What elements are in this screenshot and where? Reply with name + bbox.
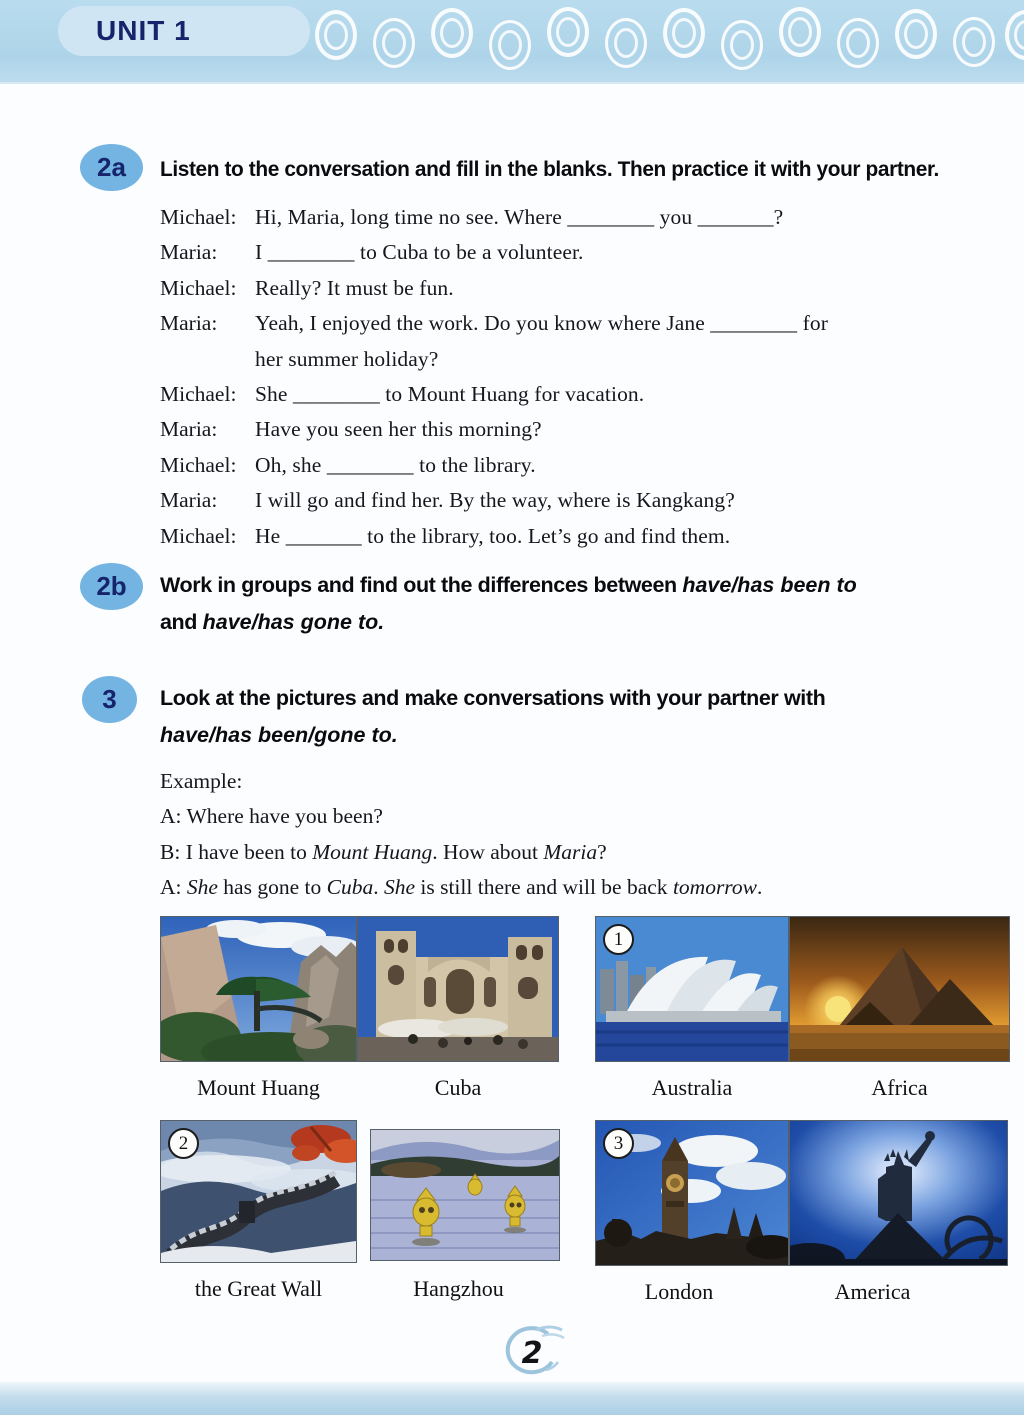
speaker-label: Michael: xyxy=(160,523,237,548)
unit-pill xyxy=(58,6,310,56)
photo-label: the Great Wall xyxy=(194,1276,323,1301)
photo-label: Australia xyxy=(651,1075,733,1100)
title-text: Look at the pictures and make conversations with your partner with xyxy=(160,686,826,710)
dialogue-text: Really? It must be fun. xyxy=(255,275,454,300)
example-block xyxy=(160,764,980,906)
ring-icon xyxy=(605,18,647,68)
example-line: B: I have been to Mount Huang. How about Maria? xyxy=(160,839,607,864)
dialogue-row xyxy=(160,412,1010,447)
dialogue-text: Hi, Maria, long time no see. Where ________ you _______? xyxy=(255,205,784,229)
photo-label: Africa xyxy=(871,1075,928,1100)
photo-label: Cuba xyxy=(434,1075,482,1100)
section-badge-2b: 2b xyxy=(80,563,143,610)
title-text: and xyxy=(160,610,203,634)
section-2a-title: Listen to the conversation and fill in the blanks. Then practice it with your partner. xyxy=(160,157,939,181)
speaker-label: Michael: xyxy=(160,205,237,229)
ring-icon xyxy=(721,20,763,70)
photo-label: Mount Huang xyxy=(197,1075,320,1100)
dialogue-text: She ________ to Mount Huang for vacation. xyxy=(255,382,645,407)
ring-icon xyxy=(779,7,821,57)
speaker-label: Michael: xyxy=(160,275,237,300)
section-badge-3: 3 xyxy=(82,676,137,723)
picture-number-badge: 3 xyxy=(603,1128,634,1159)
dialogue-text: her summer holiday? xyxy=(255,346,439,371)
ring-icon xyxy=(953,17,995,67)
picture-group-3 xyxy=(595,1120,1008,1305)
title-italic: have/has been/gone to. xyxy=(160,723,398,747)
section-3-title xyxy=(160,680,1010,754)
picture-number-badge: 2 xyxy=(168,1128,199,1159)
dialogue-row xyxy=(160,200,1010,235)
photo-mount-huang xyxy=(160,916,357,1062)
dialogue-row xyxy=(160,306,1010,341)
dialogue-text: Oh, she ________ to the library. xyxy=(255,452,536,477)
dialogue-row xyxy=(160,342,1010,377)
photo-hangzhou xyxy=(370,1129,560,1261)
dialogue-text: He _______ to the library, too. Let’s go and find them. xyxy=(255,523,731,548)
ring-icon xyxy=(373,18,415,68)
unit-title: UNIT 1 xyxy=(96,15,191,46)
ring-icon xyxy=(431,8,473,58)
ring-decoration xyxy=(315,0,1024,84)
dialogue-row xyxy=(160,271,1010,306)
speaker-label: Michael: xyxy=(160,382,237,407)
ring-icon xyxy=(663,8,705,58)
picture-group-2 xyxy=(160,1120,560,1302)
speaker-label: Michael: xyxy=(160,452,237,477)
dialogue-text: Yeah, I enjoyed the work. Do you know where Jane ________ for xyxy=(255,311,828,336)
title-italic: have/has been to xyxy=(682,573,857,597)
example-line: A: She has gone to Cuba. She is still there and will be back tomorrow. xyxy=(160,875,763,900)
dialogue-2a xyxy=(160,200,1010,554)
picture-number-badge: 1 xyxy=(603,924,634,955)
photo-america xyxy=(789,1120,1008,1266)
dialogue-row xyxy=(160,519,1010,554)
ring-icon xyxy=(315,10,357,60)
dialogue-text: Have you seen her this morning? xyxy=(255,417,542,442)
title-italic: have/has gone to. xyxy=(202,610,385,634)
speaker-label: Maria: xyxy=(160,417,218,442)
ring-icon xyxy=(1005,10,1024,60)
picture-group-1 xyxy=(595,916,1010,1101)
photo-label: London xyxy=(644,1279,714,1304)
speaker-label: Maria: xyxy=(160,240,218,265)
title-text: Work in groups and find out the differences between xyxy=(160,573,683,597)
dialogue-row xyxy=(160,235,1010,270)
speaker-label xyxy=(160,342,255,377)
speaker-label: Maria: xyxy=(160,488,218,513)
ring-icon xyxy=(547,7,589,57)
dialogue-row xyxy=(160,483,1010,518)
photo-label: America xyxy=(834,1279,911,1304)
photo-label: Hangzhou xyxy=(413,1276,504,1301)
photo-africa xyxy=(789,916,1010,1062)
dialogue-text: I ________ to Cuba to be a volunteer. xyxy=(255,240,584,265)
bottom-band xyxy=(0,1382,1024,1415)
header-band xyxy=(0,0,1024,84)
speaker-label: Maria: xyxy=(160,311,218,336)
page-number: 2 xyxy=(521,1335,543,1371)
ring-icon xyxy=(489,20,531,70)
example-line: A: Where have you been? xyxy=(160,804,383,829)
picture-group-example xyxy=(160,916,559,1101)
dialogue-row xyxy=(160,448,1010,483)
ring-icon xyxy=(837,18,879,68)
section-2b-title xyxy=(160,567,1010,641)
dialogue-text: I will go and find her. By the way, where is Kangkang? xyxy=(255,488,735,513)
ring-icon xyxy=(895,9,937,59)
dialogue-row xyxy=(160,377,1010,412)
photo-cuba xyxy=(357,916,559,1062)
example-label: Example: xyxy=(160,769,243,793)
page-number-swirl xyxy=(496,1324,568,1386)
section-badge-2a: 2a xyxy=(80,144,143,191)
